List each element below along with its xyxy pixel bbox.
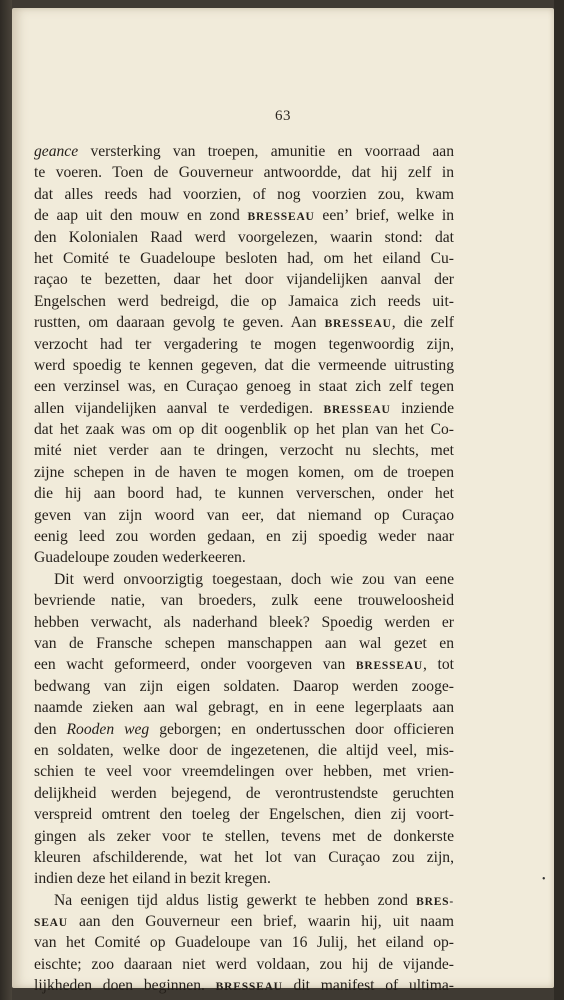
text-line (34, 312, 454, 333)
text-line (34, 590, 454, 611)
text-run: dit manifest of ultima- (282, 977, 455, 995)
italic-text: Rooden weg (66, 720, 150, 738)
text-run: aan den Gouverneur een brief, waarin hij, uit naam (67, 913, 454, 931)
name-smallcaps: BRES- (416, 895, 454, 908)
name-smallcaps: BRESSEAU (215, 981, 283, 994)
text-run: verspreid omtrent den toeleg der Engelschen, dien zij voort- (34, 806, 454, 824)
text-run: , die zelf (391, 314, 454, 332)
name-smallcaps: BRESSEAU (355, 660, 424, 673)
text-line (34, 569, 454, 590)
text-line (34, 783, 454, 804)
text-run: geven van zijn woord van eer, dat niemand op Curaçao (34, 506, 454, 524)
text-line (34, 505, 454, 526)
text-run: eischte; zoo daaraan niet werd voldaan, zou hij de vijande- (34, 955, 454, 973)
text-line (34, 184, 454, 205)
text-run: bevriende natie, van broeders, zulk eene trouweloosheid (34, 592, 454, 610)
text-line (34, 676, 454, 697)
text-line (34, 826, 454, 847)
text-line (34, 462, 454, 483)
text-run: werd spoedig te kennen gegeven, dat die vermeende uitrusting (34, 356, 454, 374)
text-run: den Kolonialen Raad werd voorgelezen, waarin stond: dat (34, 228, 454, 246)
text-line (34, 248, 454, 269)
text-line (34, 847, 454, 868)
text-line (34, 526, 454, 547)
text-run: lijkheden doen beginnen. (34, 977, 216, 995)
margin-mark: • (542, 874, 546, 885)
text-line (34, 633, 454, 654)
text-line (34, 975, 454, 996)
text-line (34, 761, 454, 782)
name-smallcaps: BRESSEAU (324, 318, 392, 331)
text-run: dat het zaak was om op dit oogenblik op het plan van het Co- (34, 421, 454, 439)
text-run: een wacht geformeerd, onder voorgeven van (34, 656, 356, 674)
text-line (34, 954, 454, 975)
text-run: den (34, 720, 67, 738)
text-run: zijne schepen in de haven te mogen komen, om de troepen (34, 463, 454, 481)
text-run: , tot (423, 656, 454, 674)
name-smallcaps: BRESSEAU (247, 211, 315, 224)
book-page (12, 8, 554, 995)
text-line (34, 334, 454, 355)
text-run: een’ brief, welke in (314, 207, 455, 225)
text-line (34, 355, 454, 376)
text-line (34, 911, 454, 932)
text-run: het Comité te Guadeloupe besloten had, om het eiland Cu- (34, 249, 454, 267)
text-run: versterking van troepen, amunitie en voorraad aan (78, 143, 454, 160)
body-text (34, 141, 454, 997)
text-run: verzocht had ter vergadering te mogen tegenwoordig zijn, (34, 335, 454, 353)
italic-text: geance (34, 143, 79, 160)
text-run: een verzinsel was, en Curaçao genoeg in staat zich zelf tegen (34, 378, 454, 396)
text-run: kleuren afschilderende, wat het lot van Curaçao zou zijn, (34, 848, 454, 866)
text-run: bedwang van zijn eigen soldaten. Daarop werden zooge- (34, 677, 454, 695)
text-line (34, 740, 454, 761)
text-run: van het Comité op Guadeloupe van 16 Julij, het eiland op- (34, 934, 454, 952)
text-run: rustten, om daaraan gevolg te geven. Aan (34, 314, 325, 332)
text-run: Guadeloupe zouden wederkeeren. (34, 549, 246, 567)
name-smallcaps: BRESSEAU (323, 403, 391, 416)
text-line (34, 719, 454, 740)
text-run: delijkheid werden bejegend, de verontrustendste geruchten (34, 784, 454, 802)
text-run: dat alles reeds had voorzien, of nog voorzien zou, kwam (34, 185, 454, 203)
text-run: indien deze het eiland in bezit kregen. (34, 870, 271, 888)
text-line (34, 612, 454, 633)
text-line (34, 547, 454, 568)
text-run: geborgen; en ondertusschen door officieren (149, 720, 455, 738)
text-line (34, 440, 454, 461)
text-line (34, 291, 454, 312)
text-run: gingen als zeker voor te stellen, tevens met de donkerste (34, 827, 454, 845)
text-line (34, 141, 454, 162)
text-run: en soldaten, welke door de ingezetenen, die altijd veel, mis- (34, 741, 454, 759)
text-run: Dit werd onvoorzigtig toegestaan, doch wie zou van eene (54, 570, 454, 588)
text-run: naamde zieken aan wal gebragt, en in eene legerplaats aan (34, 699, 454, 717)
text-run: raçao te bezetten, daar het door vijandelijken aanval der (34, 271, 454, 289)
text-run: van de Fransche schepen manschappen aan wal gezet en (34, 634, 454, 652)
text-line (34, 227, 454, 248)
text-run: eenig leed zou worden gedaan, en zij spoedig weder naar (34, 528, 454, 546)
text-run: Na eenigen tijd aldus listig gewerkt te hebben zond (54, 891, 417, 909)
text-line (34, 804, 454, 825)
scan-edge-right (554, 0, 564, 1000)
text-run: die hij aan boord had, te kunnen ververschen, onder het (34, 485, 454, 503)
page-number: 63 (275, 108, 291, 124)
text-run: schien te veel voor vreemdelingen over hebben, met vrien- (34, 763, 454, 781)
text-line (34, 269, 454, 290)
text-run: hebben verwacht, als naderhand bleek? Spoedig werden er (34, 613, 454, 631)
text-line (34, 932, 454, 953)
text-line (34, 697, 454, 718)
text-line (34, 205, 454, 226)
text-line (34, 419, 454, 440)
scan-edge-left (0, 0, 12, 1000)
text-run: mité niet verder aan te dringen, verzocht nu slechts, met (34, 442, 454, 460)
text-line (34, 483, 454, 504)
text-line (34, 890, 454, 911)
text-run: allen vijandelijken aanval te verdedigen. (34, 399, 324, 417)
text-line (34, 162, 454, 183)
text-line (34, 376, 454, 397)
text-line (34, 868, 454, 889)
text-line (34, 654, 454, 675)
text-run: Engelschen werd bedreigd, die op Jamaica zich reeds uit- (34, 292, 454, 310)
text-run: inziende (390, 399, 454, 417)
name-smallcaps: SEAU (34, 917, 68, 930)
text-run: de aap uit den mouw en zond (34, 207, 248, 225)
text-run: te voeren. Toen de Gouverneur antwoordde, dat hij zelf in (34, 164, 454, 182)
text-line (34, 398, 454, 419)
